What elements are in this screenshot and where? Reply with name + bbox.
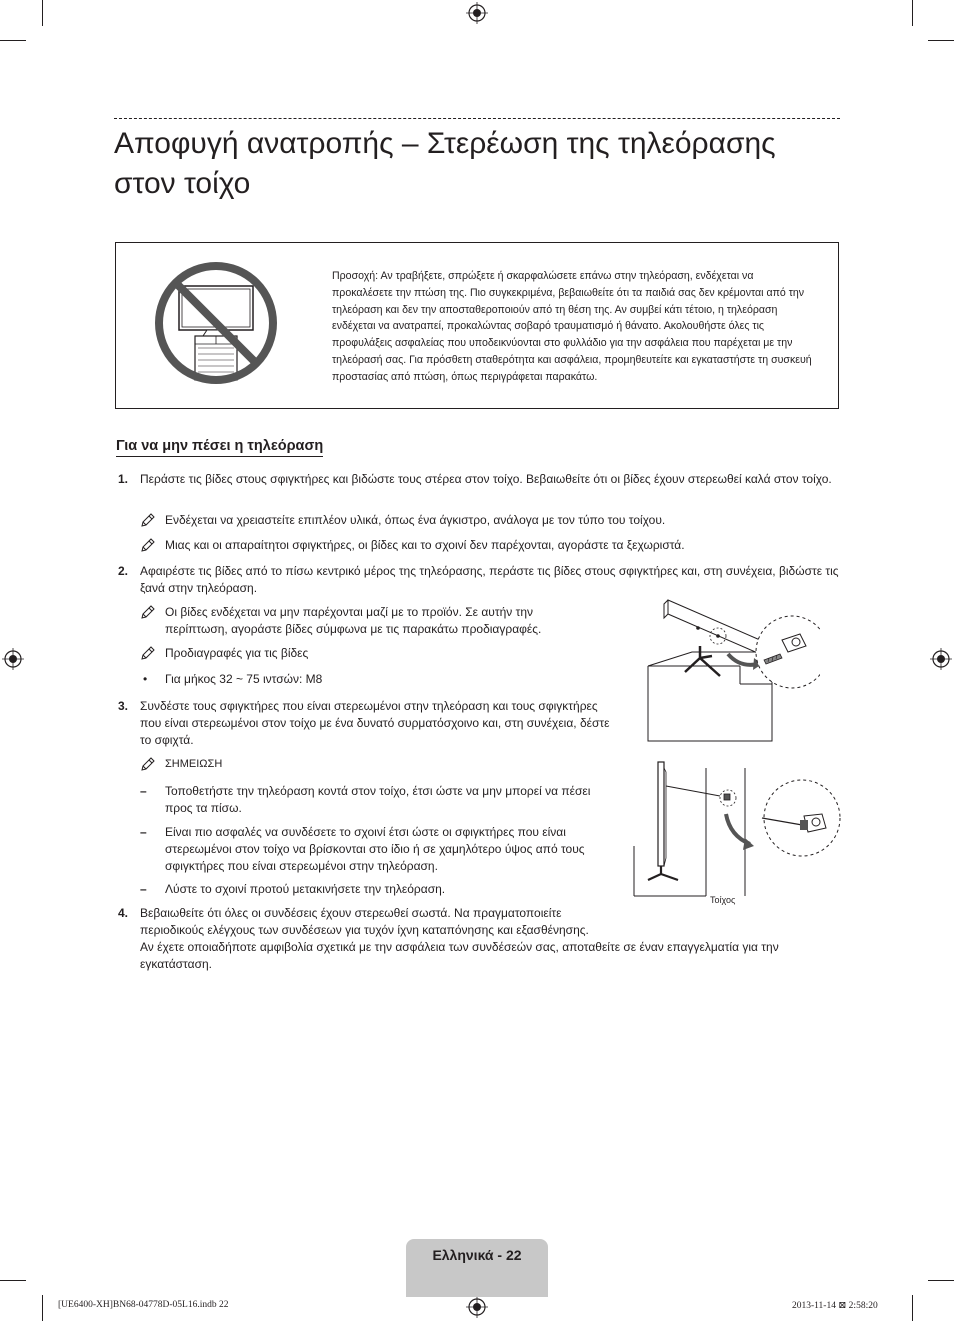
registration-mark-icon [930, 648, 952, 670]
dash-marker: – [140, 784, 147, 798]
crop-mark [42, 1295, 43, 1321]
dash-text: Τοποθετήστε την τηλεόραση κοντά στον τοίχο, έτσι ώστε να μην μπορεί να πέσει προς τα πίσω. [165, 784, 591, 815]
warning-text: Προσοχή: Αν τραβήξετε, σπρώξετε ή σκαρφαλώσετε επάνω στην τηλεόραση, ενδέχεται να προκαλέσετε την πτώση της. Πιο συγκεκριμένα, βεβαιωθείτε ότι τα παιδιά σας δεν κρέμονται από την τηλεόραση και δεν την αποσταθεροποιούν από τη θέση της. Αν συμβεί κάτι τέτοιο, η τηλεόραση ενδέχεται να ανατραπεί, προκαλώντας σοβαρό τραυματισμό ή θάνατο. Ακολουθήστε όλες τις προφυλάξεις ασφαλείας που υποδεικνύονται στο φυλλάδιο για την ασφάλεια που παρέχεται με την τηλεόρασή σας. Για πρόσθετη σταθερότητα και ασφάλεια, προμηθευτείτε και εγκαταστήστε τη συσκευή προστασίας από πτώση, όπως περιγράφεται παρακάτω. [332, 270, 812, 383]
note-text: Ενδέχεται να χρειαστείτε επιπλέον υλικά, όπως ένα άγκιστρο, ανάλογα με τον τύπο του τοίχου. [165, 513, 666, 527]
dash-text: Λύστε το σχοινί προτού μετακινήσετε την τηλεόραση. [165, 882, 446, 896]
note-pencil-icon [140, 537, 156, 553]
note-pencil-icon [140, 645, 156, 661]
note-text: Μιας και οι απαραίτητοι σφιγκτήρες, οι βίδες και το σχοινί δεν παρέχονται, αγοράστε τα ξεχωριστά. [165, 538, 685, 552]
section-subheading: Για να μην πέσει η τηλεόραση [116, 437, 323, 457]
tv-bracket-illustration [640, 596, 820, 746]
tv-wall-rope-illustration [630, 758, 845, 898]
bullet-text: Για μήκος 32 ~ 75 ιντσών: M8 [165, 672, 323, 686]
crop-mark [928, 1280, 954, 1281]
crop-mark [928, 40, 954, 41]
crop-mark [912, 0, 913, 26]
step-number: 2. [118, 564, 129, 578]
crop-mark [0, 1280, 26, 1281]
note-pencil-icon [140, 756, 156, 772]
step-text: Συνδέστε τους σφιγκτήρες που είναι στερεωμένοι στην τηλεόραση και τους σφιγκτήρες που είναι στερεωμένοι στον τοίχο με ένα δυνατό συρματόσχοινο και, στη συνέχεια, δέστε το σφιχτά. [140, 699, 610, 747]
note-text: Προδιαγραφές για τις βίδες [165, 646, 309, 660]
step-number: 1. [118, 472, 129, 486]
step-number: 3. [118, 699, 129, 713]
page-title: Αποφυγή ανατροπής – Στερέωση της τηλεόρασης στον τοίχο [114, 127, 776, 200]
note-pencil-icon [140, 604, 156, 620]
no-tv-on-stand-icon [151, 258, 281, 388]
registration-mark-icon [466, 2, 488, 24]
note-pencil-icon [140, 512, 156, 528]
print-slug-left: [UE6400-XH]BN68-04778D-05L16.indb 22 [58, 1300, 229, 1310]
crop-mark [912, 1295, 913, 1321]
dash-text: Είναι πιο ασφαλές να συνδέσετε το σχοινί έτσι ώστε οι σφιγκτήρες που είναι στερεωμένοι στον τοίχο να βρίσκονται στο ίδιο ή σε χαμηλότερο ύψος από τους σφιγκτήρες που είναι στερεωμένοι στην τηλεόραση. [165, 825, 585, 873]
step-text-continued: Αν έχετε οποιαδήποτε αμφιβολία σχετικά με την ασφάλεια των συνδέσεών σας, αποταθείτε σε έναν επαγγελματία για την εγκατάσταση. [140, 940, 779, 971]
note-text: Οι βίδες ενδέχεται να μην παρέχονται μαζί με το προϊόν. Σε αυτήν την περίπτωση, αγοράστε βίδες σύμφωνα με τις παρακάτω προδιαγραφές. [165, 605, 542, 636]
step-text: Περάστε τις βίδες στους σφιγκτήρες και βιδώστε τους στέρεα στον τοίχο. Βεβαιωθείτε ότι οι βίδες έχουν στερεωθεί καλά στον τοίχο. [140, 472, 832, 486]
dash-marker: – [140, 825, 147, 839]
step-number: 4. [118, 906, 129, 920]
step-text: Βεβαιωθείτε ότι όλες οι συνδέσεις έχουν στερεωθεί σωστά. Να πραγματοποιείτε περιοδικούς ελέγχους των συνδέσεων για τυχόν ίχνη καταπόνησης και εξασθένησης. [140, 906, 589, 937]
dash-marker: – [140, 882, 147, 896]
registration-mark-icon [466, 1296, 488, 1318]
page-number-tab: Ελληνικά - 22 [406, 1239, 548, 1297]
warning-box [115, 242, 839, 409]
step-text: Αφαιρέστε τις βίδες από το πίσω κεντρικό μέρος της τηλεόρασης, περάστε τις βίδες στους σφιγκτήρες και, στη συνέχεια, βιδώστε τις ξανά στην τηλεόραση. [140, 564, 839, 595]
figure-caption-wall: Τοίχος [710, 895, 736, 905]
registration-mark-icon [2, 648, 24, 670]
crop-mark [42, 0, 43, 26]
crop-mark [0, 40, 26, 41]
note-label: ΣΗΜΕΙΩΣΗ [165, 758, 223, 770]
bullet-dot: • [143, 672, 148, 686]
print-slug-right: 2013-11-14 ⊠ 2:58:20 [792, 1301, 878, 1311]
dashed-rule [114, 118, 840, 119]
